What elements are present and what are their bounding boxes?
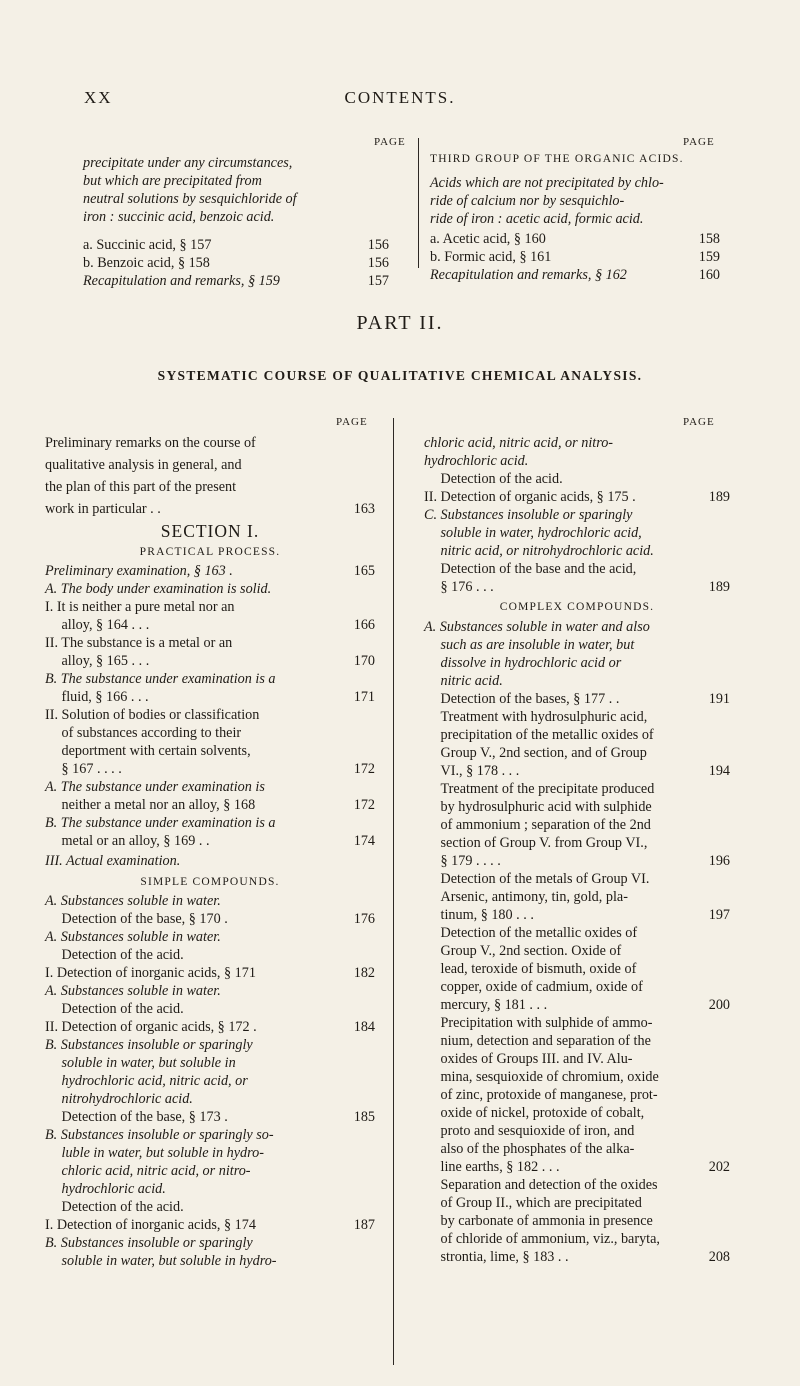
toc-text: Detection of the base, § 173 . (61, 1109, 228, 1125)
toc-entry (424, 1176, 730, 1194)
toc-text: oxides of Groups III. and IV. Alu- (440, 1051, 633, 1067)
toc-entry (424, 654, 730, 672)
toc-entry (424, 1014, 730, 1032)
toc-text: Detection of the base and the acid, (440, 561, 637, 577)
toc-entry (424, 816, 730, 834)
toc-text: tinum, § 180 . . . (440, 907, 534, 923)
toc-entry (424, 1212, 730, 1230)
toc-entry (430, 248, 720, 266)
toc-page-number: 197 (708, 907, 730, 923)
toc-entry (45, 1126, 375, 1144)
toc-entry (424, 942, 730, 960)
toc-entry (430, 230, 720, 248)
toc-text: § 176 . . . (440, 579, 494, 595)
toc-entry (424, 1194, 730, 1212)
toc-text: of Group II., which are precipitated (440, 1195, 642, 1211)
toc-text: chloric acid, nitric acid, or nitro- (424, 435, 614, 451)
toc-page-number: 200 (708, 997, 730, 1013)
toc-text: deportment with certain solvents, (61, 743, 251, 759)
toc-entry (45, 542, 375, 562)
toc-entry (424, 1158, 730, 1176)
toc-page-number: 166 (353, 617, 375, 633)
toc-text: Arsenic, antimony, tin, gold, pla- (440, 889, 628, 905)
toc-entry (45, 652, 375, 670)
toc-entry (45, 580, 375, 598)
toc-entry (45, 1000, 375, 1018)
toc-entry (45, 1036, 375, 1054)
toc-page-number: 187 (353, 1217, 375, 1233)
toc-text: Preliminary remarks on the course of (45, 435, 256, 451)
toc-entry (424, 960, 730, 978)
toc-text: II. Solution of bodies or classification (45, 707, 260, 723)
toc-entry (45, 1252, 375, 1270)
toc-entry (424, 1230, 730, 1248)
toc-entry (45, 814, 375, 832)
toc-text: Detection of the acid. (440, 471, 563, 487)
page-label-left-column: PAGE (336, 416, 368, 428)
toc-text: of substances according to their (61, 725, 242, 741)
toc-page-number: 157 (367, 273, 389, 289)
toc-page-number: 196 (708, 853, 730, 869)
intro-italic-line: ride of calcium nor by sesquichlo- (430, 193, 625, 209)
column-divider-top (418, 138, 419, 268)
toc-text: § 179 . . . . (440, 853, 501, 869)
toc-text: of zinc, protoxide of manganese, prot- (440, 1087, 658, 1103)
group-heading: THIRD GROUP OF THE ORGANIC ACIDS. (430, 153, 684, 165)
intro-italic-line: but which are precipitated from (83, 173, 262, 189)
intro-italic-line: precipitate under any circumstances, (83, 155, 293, 171)
toc-entry (45, 742, 375, 760)
toc-text: luble in water, but soluble in hydro- (61, 1145, 264, 1161)
toc-text: soluble in water, hydrochloric acid, (440, 525, 642, 541)
toc-text: a. Succinic acid, § 157 (83, 237, 212, 253)
running-title: CONTENTS. (344, 88, 456, 107)
toc-page-number: 184 (353, 1019, 375, 1035)
toc-text: Detection of the base, § 170 . (61, 911, 228, 927)
toc-entry (424, 1248, 730, 1266)
toc-page-number: 170 (353, 653, 375, 669)
toc-entry (45, 670, 375, 688)
toc-page-number: 171 (353, 689, 375, 705)
toc-text: hydrochloric acid. (424, 453, 529, 469)
toc-page-number: 172 (353, 761, 375, 777)
toc-entry (45, 778, 375, 796)
toc-text: precipitation of the metallic oxides of (440, 727, 654, 743)
toc-page-number: 208 (708, 1249, 730, 1265)
toc-text: I. It is neither a pure metal nor an (45, 599, 235, 615)
toc-text: A. Substances soluble in water and also (424, 619, 650, 635)
page-number-header: XX (84, 88, 113, 107)
toc-text: soluble in water, but soluble in (61, 1055, 236, 1071)
toc-text: of ammonium ; separation of the 2nd (440, 817, 651, 833)
toc-text: Treatment with hydrosulphuric acid, (440, 709, 648, 725)
systematic-course-title: SYSTEMATIC COURSE OF QUALITATIVE CHEMICAL ANALYSIS. (157, 368, 643, 383)
toc-text: COMPLEX COMPOUNDS. (499, 601, 655, 613)
toc-entry (424, 780, 730, 798)
toc-text: by hydrosulphuric acid with sulphide (440, 799, 652, 815)
top-right-block (430, 150, 720, 284)
toc-text: Preliminary examination, § 163 . (45, 563, 233, 579)
toc-entry (424, 636, 730, 654)
toc-entry (45, 724, 375, 742)
toc-page-number: 185 (353, 1109, 375, 1125)
toc-entry (424, 726, 730, 744)
toc-text: nium, detection and separation of the (440, 1033, 651, 1049)
toc-entry (424, 762, 730, 780)
toc-entry (424, 542, 730, 560)
toc-text: mercury, § 181 . . . (440, 997, 548, 1013)
toc-entry (83, 272, 389, 290)
toc-entry (424, 506, 730, 524)
toc-text: I. Detection of inorganic acids, § 174 (45, 1217, 256, 1233)
toc-text: Precipitation with sulphide of ammo- (440, 1015, 653, 1031)
toc-page-number: 191 (708, 691, 730, 707)
toc-page-number: 172 (353, 797, 375, 813)
toc-text: b. Formic acid, § 161 (430, 249, 552, 265)
toc-entry (45, 454, 375, 476)
page-label-top-left: PAGE (374, 136, 406, 148)
toc-entry (45, 1054, 375, 1072)
toc-entry (424, 1086, 730, 1104)
toc-text: VI., § 178 . . . (440, 763, 520, 779)
toc-entry (424, 690, 730, 708)
toc-entry (45, 634, 375, 652)
toc-entry (45, 892, 375, 910)
toc-entry (424, 434, 730, 452)
toc-entry (45, 1216, 375, 1234)
top-left-block (83, 154, 389, 290)
toc-entry (424, 672, 730, 690)
toc-text: neither a metal nor an alloy, § 168 (61, 797, 256, 813)
toc-text: Detection of the metals of Group VI. (440, 871, 650, 887)
toc-text: by carbonate of ammonia in presence (440, 1213, 653, 1229)
toc-entry (45, 688, 375, 706)
toc-text: B. The substance under examination is a (45, 671, 276, 687)
toc-entry (424, 834, 730, 852)
toc-text: A. Substances soluble in water. (45, 893, 221, 909)
toc-entry (430, 266, 720, 284)
toc-entry (424, 996, 730, 1014)
toc-entry (424, 488, 730, 506)
toc-page-number: 163 (353, 501, 375, 517)
toc-text: proto and sesquioxide of iron, and (440, 1123, 635, 1139)
toc-text: also of the phosphates of the alka- (440, 1141, 635, 1157)
toc-entry (424, 708, 730, 726)
toc-text: Detection of the acid. (61, 947, 184, 963)
toc-text: fluid, § 166 . . . (61, 689, 149, 705)
toc-entry (45, 964, 375, 982)
left-column (45, 432, 375, 1270)
toc-entry (424, 596, 730, 618)
toc-text: section of Group V. from Group VI., (440, 835, 648, 851)
toc-entry (45, 928, 375, 946)
toc-text: strontia, lime, § 183 . . (440, 1249, 569, 1265)
toc-entry (45, 850, 375, 872)
toc-text: I. Detection of inorganic acids, § 171 (45, 965, 256, 981)
toc-entry (45, 1090, 375, 1108)
column-divider-bottom (393, 418, 394, 1365)
toc-text: II. The substance is a metal or an (45, 635, 233, 651)
toc-text: Detection of the acid. (61, 1001, 184, 1017)
toc-entry (45, 432, 375, 454)
toc-text: B. Substances insoluble or sparingly so- (45, 1127, 274, 1143)
toc-text: II. Detection of organic acids, § 172 . (45, 1019, 257, 1035)
toc-entry (424, 852, 730, 870)
toc-text: § 167 . . . . (61, 761, 122, 777)
toc-text: the plan of this part of the present (45, 479, 237, 495)
toc-entry (45, 1180, 375, 1198)
part-title: PART II. (356, 312, 444, 334)
toc-entry (424, 978, 730, 996)
toc-text: qualitative analysis in general, and (45, 457, 242, 473)
intro-italic-line: iron : succinic acid, benzoic acid. (83, 209, 275, 225)
toc-text: lead, teroxide of bismuth, oxide of (440, 961, 637, 977)
toc-entry (45, 520, 375, 542)
toc-text: Separation and detection of the oxides (440, 1177, 658, 1193)
toc-entry (424, 524, 730, 542)
toc-entry (45, 1198, 375, 1216)
toc-entry (424, 744, 730, 762)
toc-text: Recapitulation and remarks, § 159 (83, 273, 280, 289)
toc-entry (45, 598, 375, 616)
toc-page-number: 165 (353, 563, 375, 579)
toc-page-number: 182 (353, 965, 375, 981)
toc-text: nitric acid, or nitrohydrochloric acid. (440, 543, 654, 559)
toc-entry (424, 470, 730, 488)
toc-entry (424, 1050, 730, 1068)
toc-text: chloric acid, nitric acid, or nitro- (61, 1163, 251, 1179)
toc-entry (45, 1108, 375, 1126)
intro-italic-line: neutral solutions by sesquichloride of (83, 191, 297, 207)
toc-text: Treatment of the precipitate produced (440, 781, 655, 797)
toc-text: SECTION I. (160, 521, 260, 541)
toc-text: A. Substances soluble in water. (45, 983, 221, 999)
toc-text: nitrohydrochloric acid. (61, 1091, 193, 1107)
toc-page-number: 174 (353, 833, 375, 849)
page-label-top-right: PAGE (683, 136, 715, 148)
toc-entry (45, 476, 375, 498)
toc-text: SIMPLE COMPOUNDS. (140, 876, 280, 888)
toc-text: Detection of the acid. (61, 1199, 184, 1215)
toc-text: such as are insoluble in water, but (440, 637, 635, 653)
toc-entry (45, 832, 375, 850)
toc-text: metal or an alloy, § 169 . . (61, 833, 210, 849)
toc-entry (45, 1144, 375, 1162)
toc-text: oxide of nickel, protoxide of cobalt, (440, 1105, 645, 1121)
toc-text: mina, sesquioxide of chromium, oxide (440, 1069, 659, 1085)
toc-entry (424, 578, 730, 596)
toc-text: line earths, § 182 . . . (440, 1159, 560, 1175)
toc-text: A. The substance under examination is (45, 779, 265, 795)
toc-text: a. Acetic acid, § 160 (430, 231, 546, 247)
toc-text: alloy, § 164 . . . (61, 617, 150, 633)
toc-text: Detection of the bases, § 177 . . (440, 691, 620, 707)
toc-entry (45, 1018, 375, 1036)
toc-text: work in particular . . (45, 501, 161, 517)
toc-page-number: 159 (698, 249, 720, 265)
toc-text: PRACTICAL PROCESS. (139, 546, 281, 558)
toc-page-number: 189 (708, 489, 730, 505)
toc-entry (424, 888, 730, 906)
toc-entry (424, 1068, 730, 1086)
page-label-right-column: PAGE (683, 416, 715, 428)
toc-text: nitric acid. (440, 673, 503, 689)
toc-text: Recapitulation and remarks, § 162 (430, 267, 627, 283)
toc-text: B. Substances insoluble or sparingly (45, 1235, 253, 1251)
toc-text: C. Substances insoluble or sparingly (424, 507, 633, 523)
toc-text: b. Benzoic acid, § 158 (83, 255, 210, 271)
right-column (424, 434, 730, 1266)
toc-page-number: 189 (708, 579, 730, 595)
toc-entry (83, 236, 389, 254)
toc-entry (45, 760, 375, 778)
intro-italic-line: Acids which are not precipitated by chlo- (430, 175, 664, 191)
toc-text: B. The substance under examination is a (45, 815, 276, 831)
toc-entry (45, 1234, 375, 1252)
toc-entry (45, 562, 375, 580)
toc-entry (424, 870, 730, 888)
toc-page-number: 194 (708, 763, 730, 779)
toc-page-number: 158 (698, 231, 720, 247)
toc-page-number: 156 (367, 255, 389, 271)
toc-entry (424, 618, 730, 636)
toc-text: II. Detection of organic acids, § 175 . (424, 489, 636, 505)
toc-text: Group V., 2nd section. Oxide of (440, 943, 622, 959)
toc-text: hydrochloric acid, nitric acid, or (61, 1073, 248, 1089)
toc-text: hydrochloric acid. (61, 1181, 166, 1197)
toc-page-number: 160 (698, 267, 720, 283)
toc-entry (424, 560, 730, 578)
intro-italic-line: ride of iron : acetic acid, formic acid. (430, 211, 644, 227)
toc-page-number: 176 (353, 911, 375, 927)
toc-text: B. Substances insoluble or sparingly (45, 1037, 253, 1053)
toc-entry (424, 1122, 730, 1140)
toc-entry (424, 1104, 730, 1122)
toc-entry (45, 616, 375, 634)
toc-entry (424, 452, 730, 470)
toc-text: Group V., 2nd section, and of Group (440, 745, 647, 761)
toc-text: dissolve in hydrochloric acid or (440, 655, 622, 671)
toc-entry (45, 796, 375, 814)
toc-entry (45, 946, 375, 964)
toc-entry (424, 906, 730, 924)
toc-text: copper, oxide of cadmium, oxide of (440, 979, 643, 995)
toc-entry (424, 1032, 730, 1050)
toc-entry (45, 1072, 375, 1090)
toc-page-number: 202 (708, 1159, 730, 1175)
toc-entry (45, 910, 375, 928)
toc-entry (424, 1140, 730, 1158)
toc-page-number: 156 (367, 237, 389, 253)
toc-entry (45, 1162, 375, 1180)
toc-entry (424, 798, 730, 816)
toc-entry (45, 706, 375, 724)
toc-entry (45, 498, 375, 520)
toc-text: A. The body under examination is solid. (45, 581, 272, 597)
toc-text: of chloride of ammonium, viz., baryta, (440, 1231, 660, 1247)
toc-text: alloy, § 165 . . . (61, 653, 150, 669)
toc-text: A. Substances soluble in water. (45, 929, 221, 945)
toc-entry (83, 254, 389, 272)
toc-entry (45, 982, 375, 1000)
toc-text: soluble in water, but soluble in hydro- (61, 1253, 277, 1269)
toc-text: Detection of the metallic oxides of (440, 925, 638, 941)
toc-entry (424, 924, 730, 942)
toc-entry (45, 872, 375, 892)
toc-text: III. Actual examination. (45, 853, 181, 869)
